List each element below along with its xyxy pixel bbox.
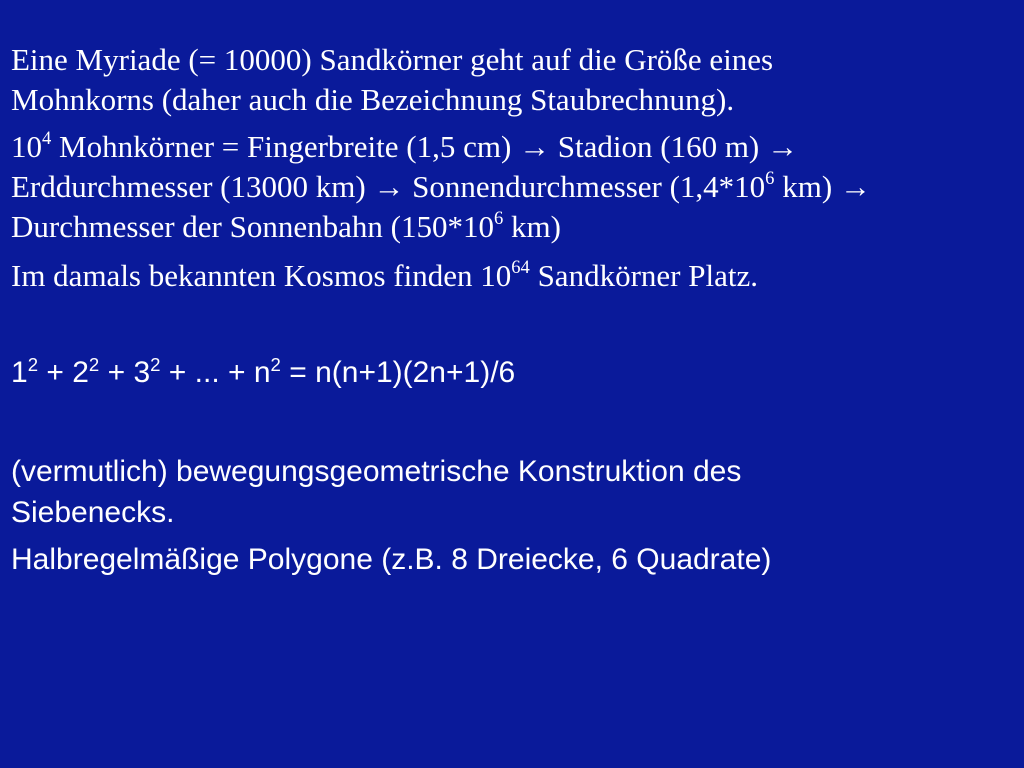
sum-of-squares-formula [11, 352, 1012, 393]
kosmos-exponent: 64 [511, 256, 530, 278]
siebeneck-line-2: Siebenecks. [11, 496, 175, 529]
myriade-line-2: Mohnkorns (daher auch die Bezeichnung Staubrechnung). [11, 82, 735, 117]
kosmos-text-b: Sandkörner Platz. [529, 258, 758, 293]
siebeneck-paragraph [11, 451, 1012, 533]
siebeneck-line-1: (vermutlich) bewegungsgeometrische Konstruktion des [11, 455, 742, 488]
formula-exp-2: 2 [88, 354, 100, 375]
scale-chain-line-1: Mohnkörner = Fingerbreite (1,5 cm) → Stadion (160 m) → [51, 129, 799, 164]
polygone-paragraph [11, 539, 1012, 580]
formula-result: = n(n+1)(2n+1)/6 [280, 356, 516, 389]
formula-exp-1: 2 [27, 354, 39, 375]
scale-chain-exponent-3: 6 [493, 207, 504, 229]
formula-term-3: + 3 [99, 356, 151, 389]
formula-term-4: + ... + n [160, 356, 271, 389]
myriade-paragraph [11, 40, 1012, 120]
kosmos-text-a: Im damals bekannten Kosmos finden 10 [11, 258, 512, 293]
scale-chain-line-2a: Erddurchmesser (13000 km) → Sonnendurchmesser (1,4*10 [11, 169, 766, 204]
formula-term-2: + 2 [38, 356, 89, 389]
kosmos-paragraph [11, 256, 1012, 296]
scale-chain-line-2b: km) → [774, 169, 871, 204]
formula-term-1: 1 [11, 356, 28, 389]
scale-chain-line-3a: Durchmesser der Sonnenbahn (150*10 [11, 209, 494, 244]
scale-chain-paragraph [11, 127, 1012, 247]
scale-chain-base: 10 [11, 129, 42, 164]
myriade-line-1: Eine Myriade (= 10000) Sandkörner geht auf die Größe eines [11, 42, 774, 77]
scale-chain-exponent-2: 6 [765, 167, 775, 189]
formula-exp-4: 2 [270, 354, 281, 375]
polygone-line: Halbregelmäßige Polygone (z.B. 8 Dreiecke, 6 Quadrate) [11, 543, 772, 576]
scale-chain-exponent: 4 [42, 127, 52, 149]
scale-chain-line-3b: km) [503, 209, 561, 244]
formula-exp-3: 2 [150, 354, 161, 375]
